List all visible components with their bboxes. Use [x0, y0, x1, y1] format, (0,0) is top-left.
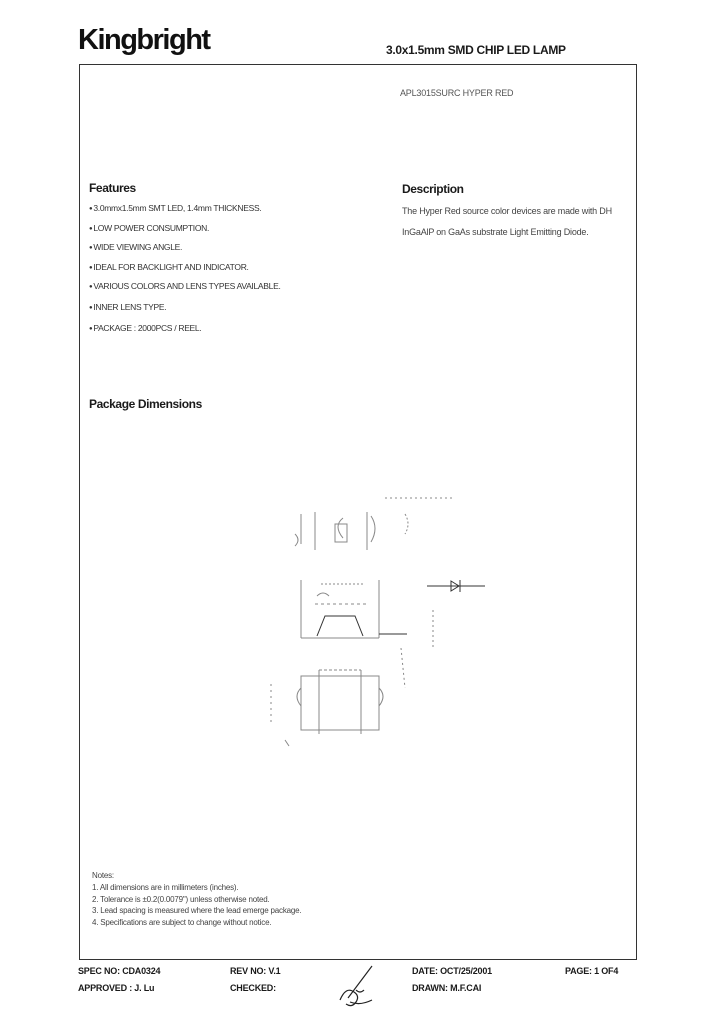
note-item: 4. Specifications are subject to change without notice.	[92, 918, 272, 928]
feature-item: ● INNER LENS TYPE.	[89, 302, 281, 323]
signature-svg	[336, 962, 378, 1008]
document-date: DATE: OCT/25/2001	[412, 966, 492, 976]
package-drawing-svg	[255, 488, 505, 758]
document-title: 3.0x1.5mm SMD CHIP LED LAMP	[386, 43, 566, 57]
spec-number: SPEC NO: CDA0324	[78, 966, 161, 976]
feature-item: ● WIDE VIEWING ANGLE.	[89, 242, 281, 262]
approved-by: APPROVED : J. Lu	[78, 983, 155, 993]
notes-section	[92, 870, 301, 929]
package-dimensions-heading: Package Dimensions	[89, 397, 202, 411]
signature-mark	[336, 962, 378, 1008]
drawn-by: DRAWN: M.F.CAI	[412, 983, 482, 993]
features-list	[89, 203, 281, 343]
notes-heading: Notes:	[92, 871, 114, 880]
feature-item: ● IDEAL FOR BACKLIGHT AND INDICATOR.	[89, 262, 281, 282]
revision-number: REV NO: V.1	[230, 966, 281, 976]
package-dimensions-drawing	[255, 488, 505, 758]
checked-by: CHECKED:	[230, 983, 276, 993]
description-line: InGaAlP on GaAs substrate Light Emitting Diode.	[402, 227, 589, 237]
feature-item: ● 3.0mmx1.5mm SMT LED, 1.4mm THICKNESS.	[89, 203, 281, 223]
feature-item: ● LOW POWER CONSUMPTION.	[89, 223, 281, 243]
description-text	[402, 201, 642, 243]
note-item: 1. All dimensions are in millimeters (inches).	[92, 882, 239, 892]
features-heading: Features	[89, 181, 136, 195]
note-item: 2. Tolerance is ±0.2(0.0079") unless otherwise noted.	[92, 894, 270, 904]
feature-item: ● VARIOUS COLORS AND LENS TYPES AVAILABLE.	[89, 281, 281, 302]
feature-item: ● PACKAGE : 2000PCS / REEL.	[89, 323, 281, 343]
company-logo: Kingbright	[78, 24, 210, 56]
description-line: The Hyper Red source color devices are made with DH	[402, 206, 612, 216]
description-heading: Description	[402, 182, 464, 196]
note-item: 3. Lead spacing is measured where the lead emerge package.	[92, 906, 302, 916]
part-number: APL3015SURC HYPER RED	[400, 88, 514, 98]
page-number: PAGE: 1 OF4	[565, 966, 619, 976]
